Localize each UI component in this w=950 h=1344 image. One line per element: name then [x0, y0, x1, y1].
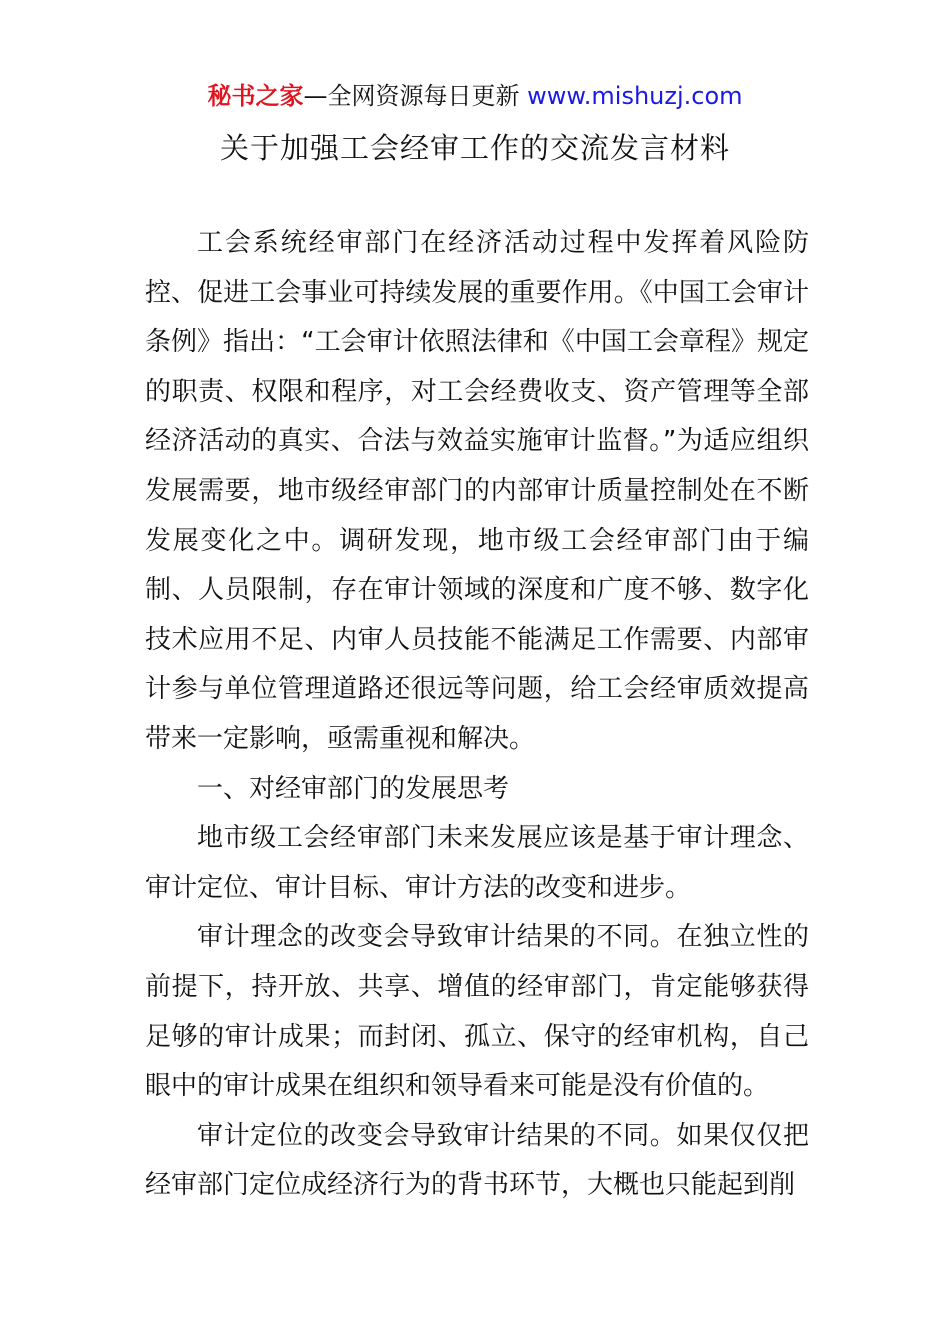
document-body	[145, 219, 809, 1211]
site-brand: 秘书之家	[207, 82, 304, 110]
site-url-link[interactable]: www.mishuzj.com	[527, 82, 743, 110]
section-heading-1: 一、对经审部门的发展思考	[197, 773, 510, 804]
paragraph: 审计理念的改变会导致审计结果的不同。在独立性的前提下，持开放、共享、增值的经审部门，肯定能够获得足够的审计成果；而封闭、孤立、保守的经审机构，自己眼中的审计成果在组织和领导看来可能是没有价值的。	[145, 922, 809, 1102]
document-title: 关于加强工会经审工作的交流发言材料	[219, 131, 730, 165]
paragraph-intro: 工会系统经审部门在经济活动过程中发挥着风险防控、促进工会事业可持续发展的重要作用。《中国工会审计条例》指出：“工会审计依照法律和《中国工会章程》规定的职责、权限和程序，对工会经费收支、资产管理等全部经济活动的真实、合法与效益实施审计监督。”为适应组织发展需要，地市级经审部门的内部审计质量控制处在不断发展变化之中。调研发现，地市级工会经审部门由于编制、人员限制，存在审计领域的深度和广度不够、数字化技术应用不足、内审人员技能不能满足工作需要、内部审计参与单位管理道路还很远等问题，给工会经审质效提高带来一定影响，亟需重视和解决。	[145, 228, 809, 754]
site-header	[0, 80, 950, 112]
site-tagline: —全网资源每日更新	[303, 82, 528, 110]
paragraph: 地市级工会经审部门未来发展应该是基于审计理念、审计定位、审计目标、审计方法的改变和进步。	[145, 823, 809, 903]
paragraph: 审计定位的改变会导致审计结果的不同。如果仅仅把经审部门定位成经济行为的背书环节，大概也只能起到削	[145, 1120, 809, 1201]
